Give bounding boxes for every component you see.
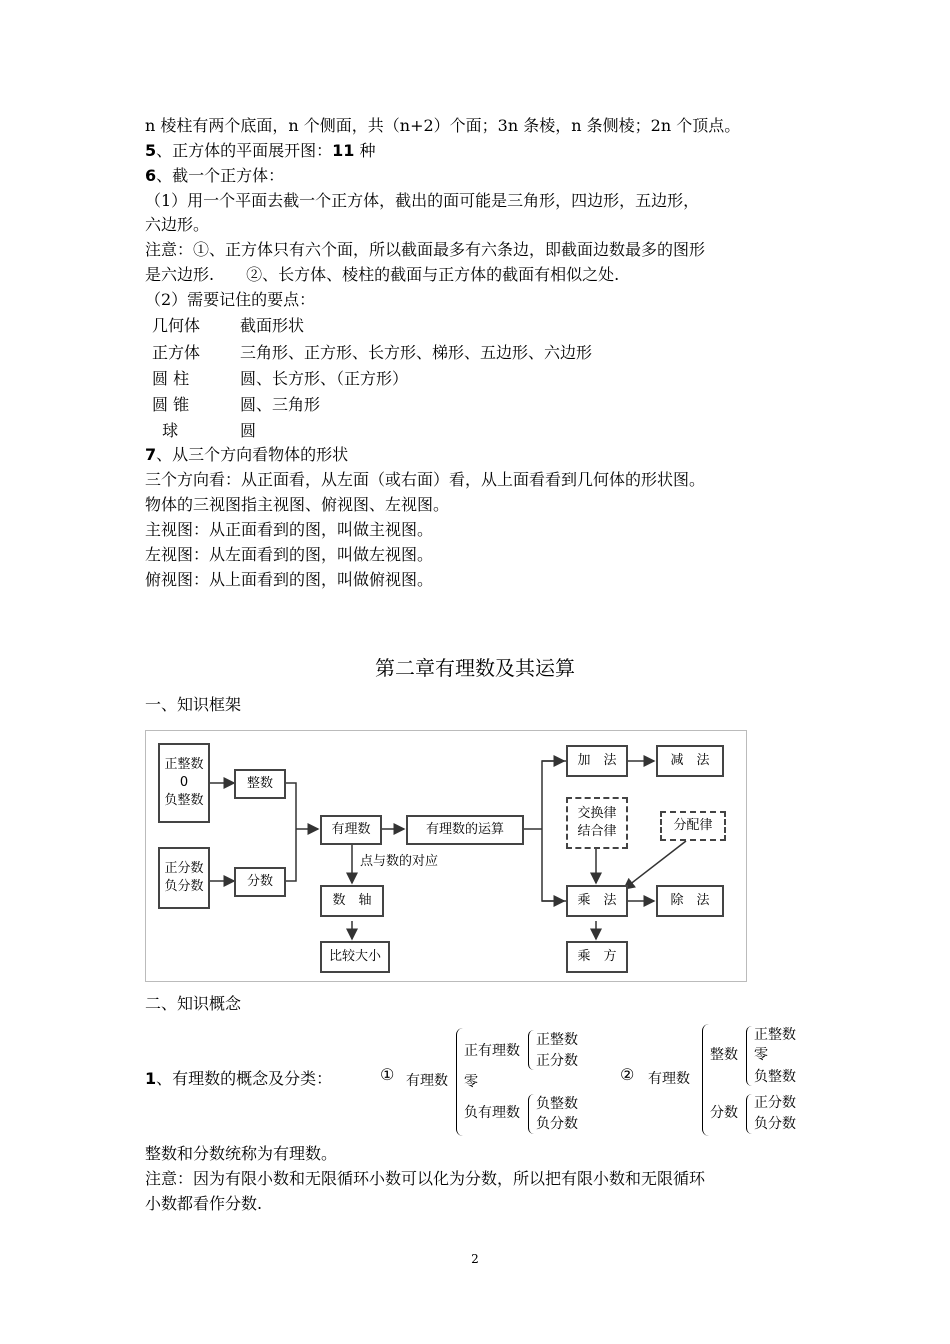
section-knowledge-framework: 一、知识框架 <box>145 695 242 714</box>
section-7-line: 三个方向看：从正面看，从左面（或右面）看，从上面看看到几何体的形状图。 <box>145 470 706 489</box>
commutative-associative-box <box>566 797 628 849</box>
zero-label: 零 <box>754 1047 768 1063</box>
table-cell: 截面形状 <box>240 316 305 335</box>
correspondence-label: 点与数的对应 <box>360 854 439 869</box>
diagram-label: 负分数 <box>164 879 204 894</box>
table-cell: 圆、长方形、（正方形） <box>240 369 409 388</box>
note-decimal-a: 注意：因为有限小数和无限循环小数可以化为分数，所以把有限小数和无限循环 <box>145 1169 706 1188</box>
section-5-unit: 种 <box>354 141 376 160</box>
concept-1-text: 、有理数的概念及分类： <box>156 1069 333 1088</box>
section-knowledge-concepts: 二、知识概念 <box>145 994 242 1013</box>
positive-integer-label: 正整数 <box>536 1032 578 1048</box>
section-5-count: 11 <box>332 141 355 160</box>
cross-section-table <box>152 313 752 448</box>
section-7-text: 、从三个方向看物体的形状 <box>156 445 349 464</box>
table-cell: 正方体 <box>152 343 201 362</box>
table-cell: 圆 <box>240 421 257 440</box>
diagram-label: 交换律 <box>577 806 617 821</box>
fraction-label: 分数 <box>710 1105 738 1121</box>
table-row <box>152 366 752 392</box>
section-6-note-b: 是六边形. ②、长方体、棱柱的截面与正方体的截面有相似之处. <box>145 265 620 284</box>
rational-box: 有理数 <box>320 815 382 845</box>
integer-types-box <box>158 743 210 823</box>
negative-fraction-label: 负分数 <box>536 1116 578 1132</box>
section-7-line: 主视图：从正面看到的图，叫做主视图。 <box>145 520 434 539</box>
negative-integer-label: 负整数 <box>536 1096 578 1112</box>
section-6-text: 、截一个正方体： <box>156 166 285 185</box>
section-5-number: 5 <box>145 141 157 160</box>
chapter-title: 第二章有理数及其运算 <box>375 656 575 680</box>
negative-integer-label: 负整数 <box>754 1069 796 1085</box>
integer-label: 整数 <box>710 1047 738 1063</box>
diagram-label: 正整数 <box>164 757 204 772</box>
knowledge-framework-diagram <box>145 730 747 982</box>
brace <box>702 1024 709 1136</box>
section-6 <box>145 164 284 188</box>
fraction-types-box <box>158 847 210 909</box>
table-cell: 三角形、正方形、长方形、梯形、五边形、六边形 <box>240 343 593 362</box>
distributive-box: 分配律 <box>660 811 726 841</box>
table-cell: 圆 锥 <box>152 395 190 414</box>
integer-box: 整数 <box>234 769 286 799</box>
classification-b-marker: ② <box>620 1065 635 1084</box>
section-5 <box>145 139 376 163</box>
positive-fraction-label: 正分数 <box>536 1053 578 1069</box>
negative-rational-label: 负有理数 <box>464 1105 520 1121</box>
table-cell: 球 <box>152 421 179 440</box>
positive-fraction-label: 正分数 <box>754 1095 796 1111</box>
section-5-text: 、正方体的平面展开图： <box>156 141 333 160</box>
section-7 <box>145 443 348 467</box>
page-number: 2 <box>471 1252 479 1266</box>
section-6-p2: （2）需要记住的要点： <box>145 290 316 309</box>
concept-1 <box>145 1067 332 1091</box>
division-box: 除 法 <box>656 885 724 917</box>
operations-box: 有理数的运算 <box>406 815 524 845</box>
classification-a-root: 有理数 <box>406 1073 448 1089</box>
negative-fraction-label: 负分数 <box>754 1116 796 1132</box>
section-7-number: 7 <box>145 445 157 464</box>
section-6-p1a: （1）用一个平面去截一个正方体，截出的面可能是三角形，四边形，五边形， <box>145 191 700 210</box>
table-row <box>152 392 752 418</box>
section-7-line: 物体的三视图指主视图、俯视图、左视图。 <box>145 495 450 514</box>
rational-definition: 整数和分数统称为有理数。 <box>145 1144 338 1163</box>
classification-a-marker: ① <box>380 1065 395 1084</box>
brace <box>746 1026 752 1086</box>
section-7-line: 左视图：从左面看到的图，叫做左视图。 <box>145 545 434 564</box>
concept-1-number: 1 <box>145 1069 157 1088</box>
diagram-label: 结合律 <box>577 824 617 839</box>
fraction-box: 分数 <box>234 867 286 897</box>
section-6-number: 6 <box>145 166 157 185</box>
positive-integer-label: 正整数 <box>754 1027 796 1043</box>
table-cell: 几何体 <box>152 316 201 335</box>
classification-b-root: 有理数 <box>648 1071 690 1087</box>
addition-box: 加 法 <box>566 745 628 777</box>
note-decimal-b: 小数都看作分数. <box>145 1194 263 1213</box>
brace <box>456 1028 463 1136</box>
multiplication-box: 乘 法 <box>566 885 628 917</box>
diagram-label: 负整数 <box>164 793 204 808</box>
subtraction-box: 减 法 <box>656 745 724 777</box>
table-row <box>152 418 752 444</box>
diagram-label: 0 <box>179 775 189 790</box>
zero-label: 零 <box>464 1074 478 1090</box>
diagram-label: 正分数 <box>164 861 204 876</box>
compare-box: 比较大小 <box>320 941 390 973</box>
brace <box>528 1030 534 1070</box>
table-row <box>152 313 752 339</box>
brace <box>746 1094 752 1134</box>
table-row <box>152 340 752 366</box>
positive-rational-label: 正有理数 <box>464 1043 520 1059</box>
brace <box>528 1094 534 1134</box>
table-cell: 圆、三角形 <box>240 395 321 414</box>
section-6-note-a: 注意：①、正方体只有六个面，所以截面最多有六条边，即截面边数最多的图形 <box>145 240 706 259</box>
power-box: 乘 方 <box>566 941 628 973</box>
prism-text: n 棱柱有两个底面，n 个侧面，共（n+2）个面；3n 条棱，n 条侧棱；2n 个顶点。 <box>145 116 741 135</box>
table-cell: 圆 柱 <box>152 369 190 388</box>
section-7-line: 俯视图：从上面看到的图，叫做俯视图。 <box>145 570 434 589</box>
section-6-p1b: 六边形。 <box>145 215 210 234</box>
number-axis-box: 数 轴 <box>320 885 384 917</box>
